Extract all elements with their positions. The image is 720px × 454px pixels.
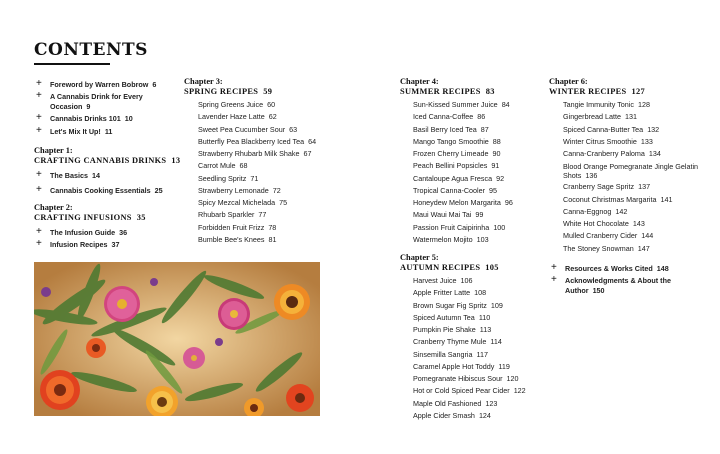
recipe-entry[interactable]: Forbidden Fruit Frizz 78 bbox=[198, 222, 277, 232]
toc-entry[interactable]: + The Basics 14 bbox=[36, 169, 100, 180]
recipe-entry[interactable]: Strawberry Lemonade 72 bbox=[198, 185, 281, 195]
plus-icon: + bbox=[551, 262, 557, 273]
recipe-entry[interactable]: Apple Cider Smash 124 bbox=[413, 410, 491, 420]
chapter-4-recipes bbox=[413, 99, 543, 246]
recipe-entry[interactable]: Pumpkin Pie Shake 113 bbox=[413, 325, 492, 334]
chapter-6-recipes bbox=[563, 99, 713, 255]
recipe-entry[interactable]: Strawberry Rhubarb Milk Shake 67 bbox=[198, 149, 312, 158]
recipe-entry[interactable]: Rhubarb Sparkler 77 bbox=[198, 210, 267, 220]
recipe-entry[interactable]: Cranberry Thyme Mule 114 bbox=[413, 337, 502, 347]
recipe-entry[interactable]: Harvest Juice 106 bbox=[413, 276, 473, 285]
front-matter-list bbox=[34, 80, 169, 136]
recipe-entry[interactable]: Spring Greens Juice 60 bbox=[198, 100, 276, 109]
plus-icon: + bbox=[36, 238, 42, 250]
recipe-entry[interactable]: Spiced Autumn Tea 110 bbox=[413, 312, 491, 322]
recipe-entry[interactable]: Maple Old Fashioned 123 bbox=[413, 398, 498, 408]
recipe-entry[interactable]: Apple Fritter Latte 108 bbox=[413, 288, 487, 298]
chapter-2-heading[interactable]: Chapter 2: CRAFTING INFUSIONS 35 bbox=[34, 203, 146, 222]
back-matter-list bbox=[549, 264, 689, 295]
chapter-4-heading[interactable]: Chapter 4: SUMMER RECIPES 83 bbox=[400, 77, 495, 96]
plus-icon: + bbox=[36, 184, 42, 196]
recipe-entry[interactable]: The Stoney Snowman 147 bbox=[563, 243, 650, 253]
chapter-2-list bbox=[34, 228, 174, 250]
toc-entry[interactable]: + The Infusion Guide 36 bbox=[36, 226, 128, 237]
toc-entry[interactable]: + Let's Mix It Up! 11 bbox=[36, 124, 113, 136]
recipe-entry[interactable]: Basil Berry Iced Tea 87 bbox=[413, 124, 489, 134]
title-underline bbox=[34, 63, 110, 65]
recipe-entry[interactable]: White Hot Chocolate 143 bbox=[563, 219, 645, 228]
plus-icon: + bbox=[551, 274, 557, 286]
recipe-entry[interactable]: Frozen Cherry Limeade 90 bbox=[413, 149, 501, 158]
toc-entry[interactable]: + Cannabis Cooking Essentials 25 bbox=[36, 184, 163, 196]
toc-entry[interactable]: + Foreword by Warren Bobrow 6 bbox=[36, 78, 157, 89]
plus-icon: + bbox=[36, 169, 42, 180]
recipe-entry[interactable]: Blood Orange Pomegranate Jingle Gelatin Shots 136 bbox=[563, 162, 699, 181]
recipe-entry[interactable]: Sinsemilla Sangria 117 bbox=[413, 349, 488, 359]
toc-entry[interactable]: + A Cannabis Drink for Every Occasion 9 bbox=[36, 90, 143, 111]
recipe-entry[interactable]: Canna-Cranberry Paloma 134 bbox=[563, 149, 661, 158]
chapter-5-recipes bbox=[413, 275, 553, 422]
recipe-entry[interactable]: Tangie Immunity Tonic 128 bbox=[563, 100, 650, 109]
plus-icon: + bbox=[36, 124, 42, 136]
recipe-entry[interactable]: Brown Sugar Fig Spritz 109 bbox=[413, 300, 503, 310]
recipe-entry[interactable]: Cantaloupe Agua Fresca 92 bbox=[413, 173, 505, 183]
cover-photo-flowers-and-cannabis bbox=[34, 262, 320, 416]
recipe-entry[interactable]: Winter Citrus Smoothie 133 bbox=[563, 136, 653, 146]
toc-entry[interactable]: + Cannabis Drinks 101 10 bbox=[36, 112, 133, 124]
recipe-entry[interactable]: Mango Tango Smoothie 88 bbox=[413, 136, 501, 146]
recipe-entry[interactable]: Tropical Canna-Cooler 95 bbox=[413, 185, 498, 195]
recipe-entry[interactable]: Coconut Christmas Margarita 141 bbox=[563, 194, 673, 204]
recipe-entry[interactable]: Pomegranate Hibiscus Sour 120 bbox=[413, 374, 519, 383]
recipe-entry[interactable]: Caramel Apple Hot Toddy 119 bbox=[413, 361, 510, 371]
recipe-entry[interactable]: Gingerbread Latte 131 bbox=[563, 112, 637, 122]
toc-entry[interactable]: + Resources & Works Cited 148 bbox=[551, 262, 669, 273]
recipe-entry[interactable]: Honeydew Melon Margarita 96 bbox=[413, 198, 513, 207]
recipe-entry[interactable]: Hot or Cold Spiced Pear Cider 122 bbox=[413, 386, 526, 396]
recipe-entry[interactable]: Lavender Haze Latte 62 bbox=[198, 112, 277, 122]
recipe-entry[interactable]: Carrot Mule 68 bbox=[198, 161, 248, 171]
recipe-entry[interactable]: Canna-Eggnog 142 bbox=[563, 206, 628, 216]
chapter-5-heading[interactable]: Chapter 5: AUTUMN RECIPES 105 bbox=[400, 253, 499, 272]
chapter-3-heading[interactable]: Chapter 3: SPRING RECIPES 59 bbox=[184, 77, 273, 96]
flowers-illustration bbox=[34, 262, 320, 416]
recipe-entry[interactable]: Watermelon Mojito 103 bbox=[413, 234, 489, 244]
chapter-1-heading[interactable]: Chapter 1: CRAFTING CANNABIS DRINKS 13 bbox=[34, 146, 181, 165]
page-title: CONTENTS bbox=[34, 40, 148, 60]
recipe-entry[interactable]: Cranberry Sage Spritz 137 bbox=[563, 182, 651, 192]
recipe-entry[interactable]: Iced Canna-Coffee 86 bbox=[413, 112, 486, 122]
recipe-entry[interactable]: Sweet Pea Cucumber Sour 63 bbox=[198, 124, 298, 134]
chapter-1-list bbox=[34, 171, 174, 196]
chapter-3-recipes bbox=[198, 99, 358, 246]
plus-icon: + bbox=[36, 112, 42, 124]
recipe-entry[interactable]: Seedling Spritz 71 bbox=[198, 173, 259, 183]
recipe-entry[interactable]: Spicy Mezcal Michelada 75 bbox=[198, 198, 288, 207]
toc-entry[interactable]: + Infusion Recipes 37 bbox=[36, 238, 120, 250]
chapter-6-heading[interactable]: Chapter 6: WINTER RECIPES 127 bbox=[549, 77, 645, 96]
recipe-entry[interactable]: Passion Fruit Caipirinha 100 bbox=[413, 222, 506, 232]
recipe-entry[interactable]: Spiced Canna-Butter Tea 132 bbox=[563, 124, 660, 134]
recipe-entry[interactable]: Butterfly Pea Blackberry Iced Tea 64 bbox=[198, 136, 317, 146]
recipe-entry[interactable]: Sun-Kissed Summer Juice 84 bbox=[413, 100, 510, 109]
plus-icon: + bbox=[36, 90, 42, 102]
plus-icon: + bbox=[36, 226, 42, 237]
recipe-entry[interactable]: Bumble Bee's Knees 81 bbox=[198, 234, 277, 244]
toc-entry[interactable]: + Acknowledgments & About the Author 150 bbox=[551, 274, 671, 295]
recipe-entry[interactable]: Maui Waui Mai Tai 99 bbox=[413, 210, 484, 220]
recipe-entry[interactable]: Peach Bellini Popsicles 91 bbox=[413, 161, 500, 171]
plus-icon: + bbox=[36, 78, 42, 89]
recipe-entry[interactable]: Mulled Cranberry Cider 144 bbox=[563, 231, 654, 241]
